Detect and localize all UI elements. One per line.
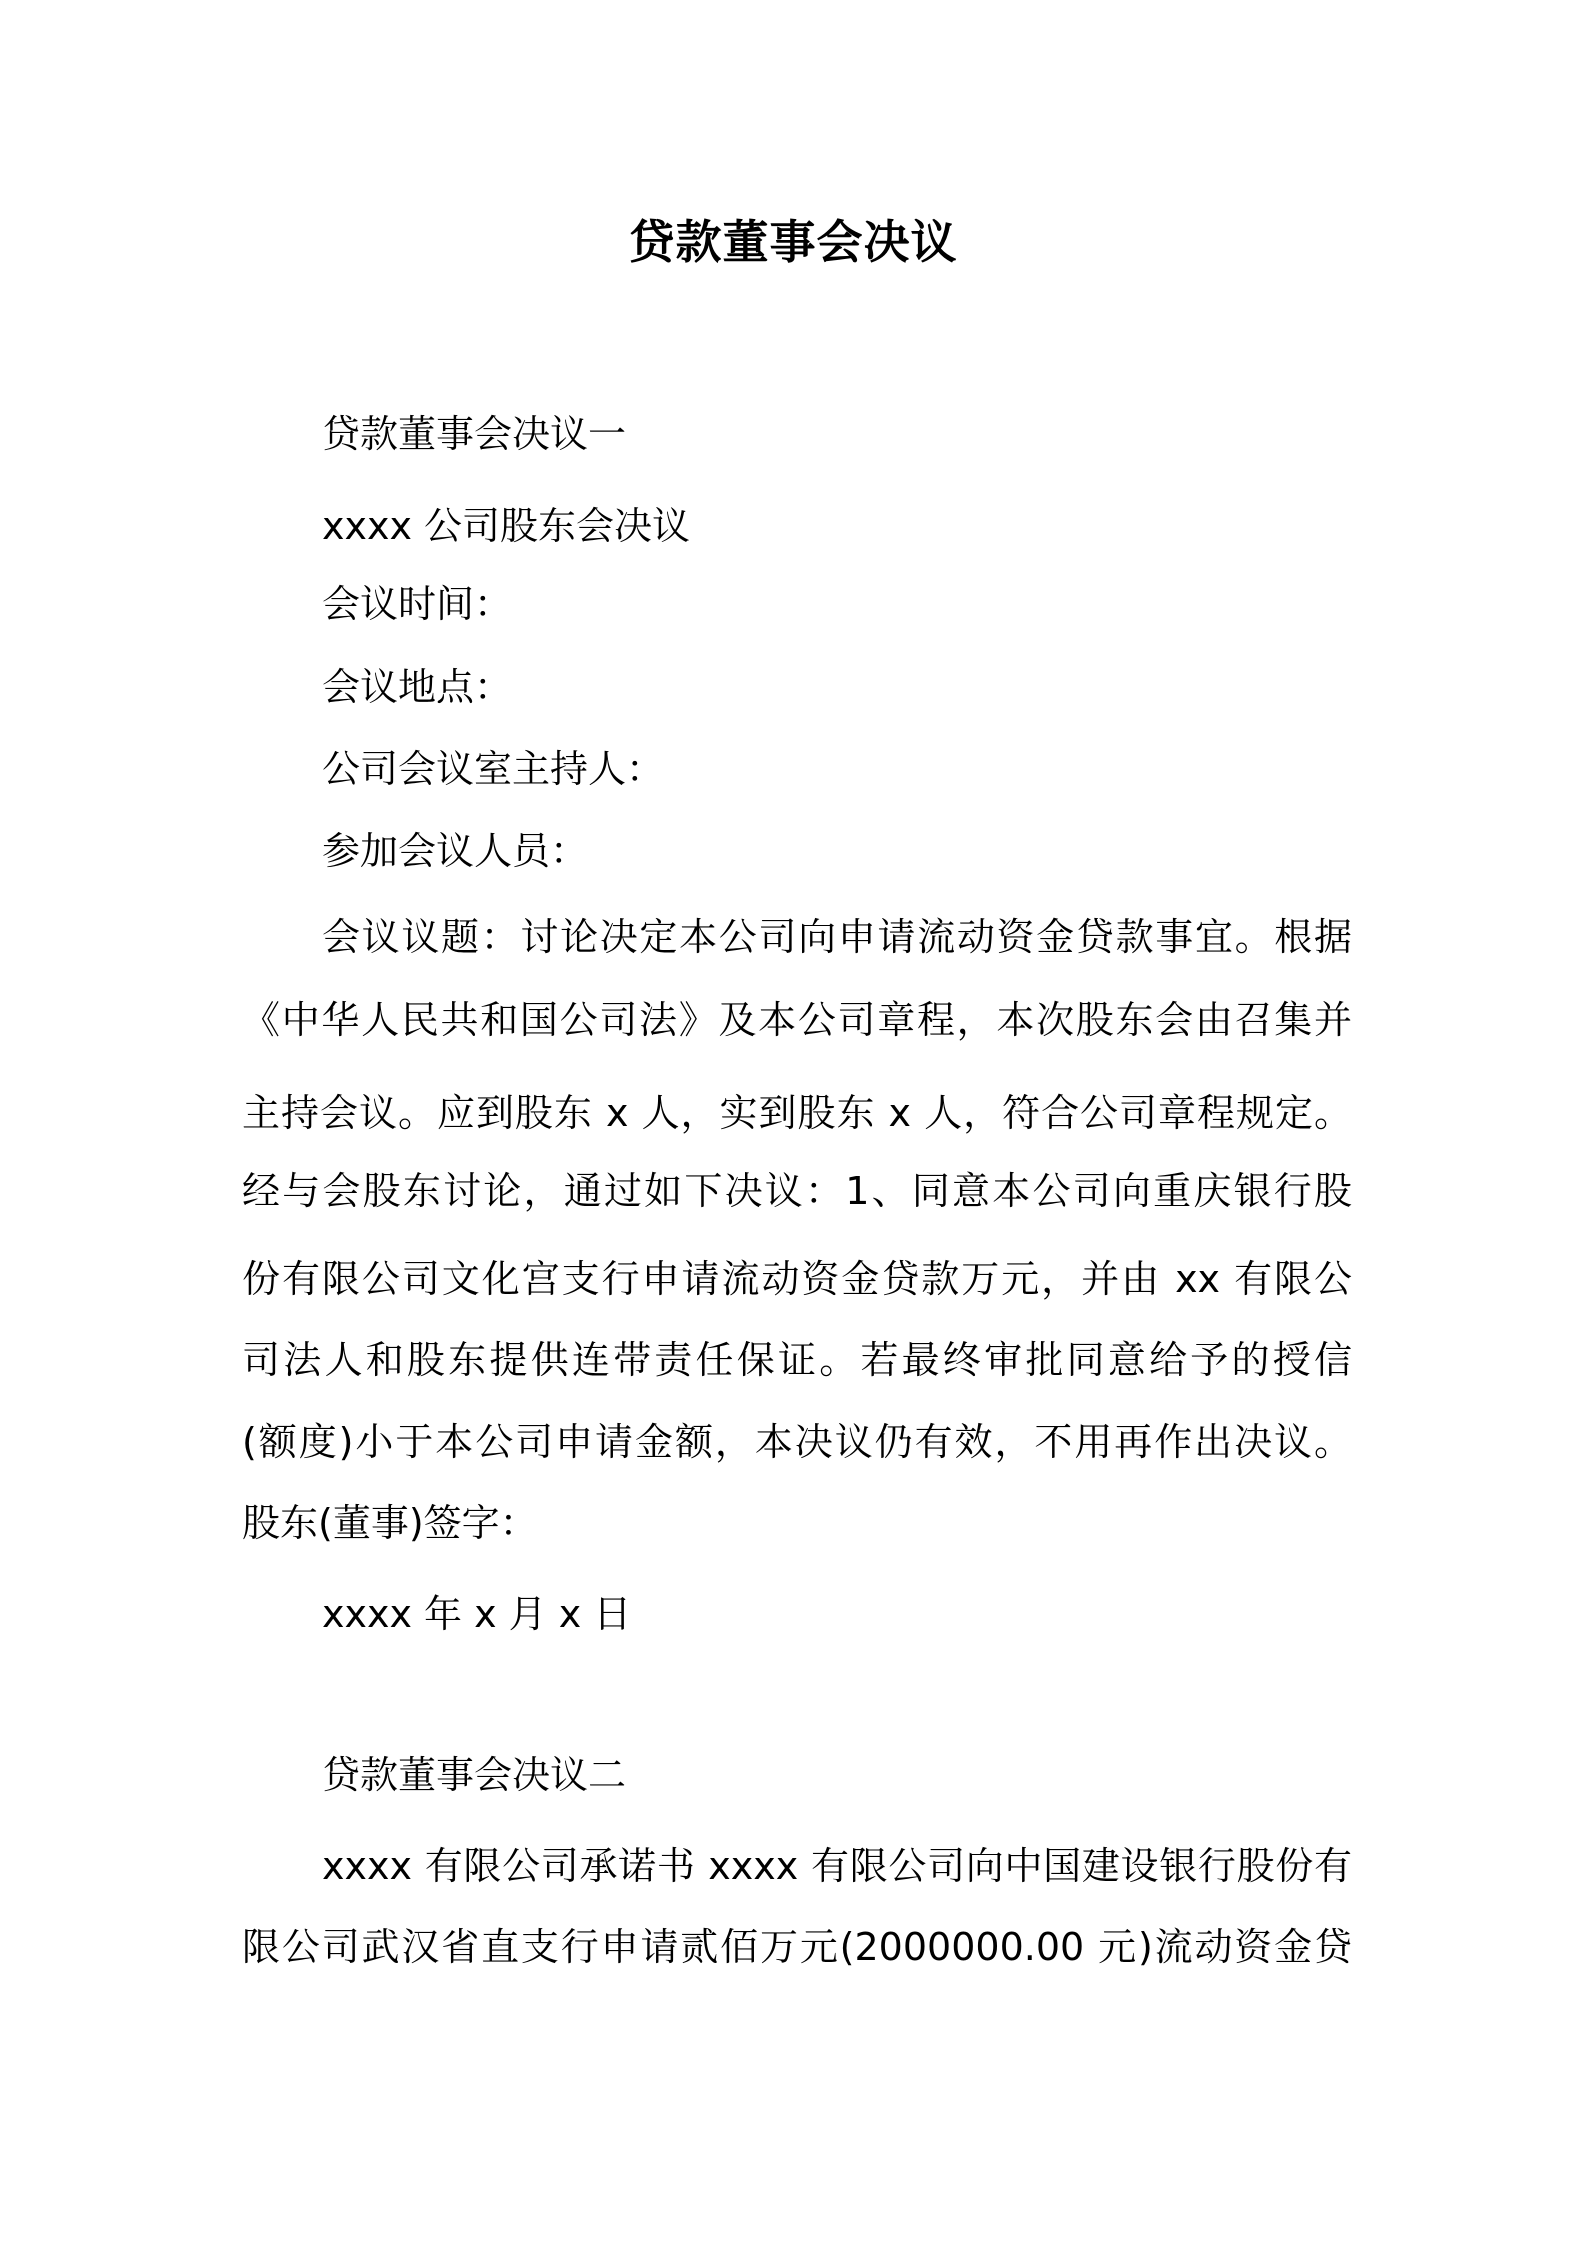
meeting-place: 会议地点： bbox=[322, 665, 513, 709]
body-line: 主持会议。应到股东 x 人，实到股东 x 人，符合公司章程规定。 bbox=[242, 1091, 1352, 1135]
meeting-time: 会议时间： bbox=[322, 582, 513, 626]
document-title: 贷款董事会决议 bbox=[628, 215, 958, 269]
body-line: 《中华人民共和国公司法》及本公司章程，本次股东会由召集并 bbox=[242, 998, 1352, 1042]
body-line: 司法人和股东提供连带责任保证。若最终审批同意给予的授信 bbox=[242, 1338, 1352, 1382]
company-line: xxxx 公司股东会决议 bbox=[322, 504, 691, 548]
body-line: 限公司武汉省直支行申请贰佰万元(2000000.00 元)流动资金贷 bbox=[242, 1925, 1352, 1969]
signature-line: 股东(董事)签字： bbox=[242, 1501, 538, 1545]
body-line: (额度)小于本公司申请金额，本决议仍有效，不用再作出决议。 bbox=[242, 1420, 1352, 1464]
meeting-host: 公司会议室主持人： bbox=[322, 747, 665, 791]
section2-heading: 贷款董事会决议二 bbox=[322, 1753, 627, 1797]
body-line: 经与会股东讨论，通过如下决议：1、同意本公司向重庆银行股 bbox=[242, 1169, 1352, 1213]
section1-heading: 贷款董事会决议一 bbox=[322, 412, 627, 456]
meeting-attendees: 参加会议人员： bbox=[322, 829, 589, 873]
body-line: 会议议题：讨论决定本公司向申请流动资金贷款事宜。根据 bbox=[322, 915, 1352, 959]
date-line: xxxx 年 x 月 x 日 bbox=[322, 1592, 632, 1636]
body-line: 份有限公司文化宫支行申请流动资金贷款万元，并由 xx 有限公 bbox=[242, 1257, 1352, 1301]
body-line: xxxx 有限公司承诺书 xxxx 有限公司向中国建设银行股份有 bbox=[322, 1844, 1352, 1888]
